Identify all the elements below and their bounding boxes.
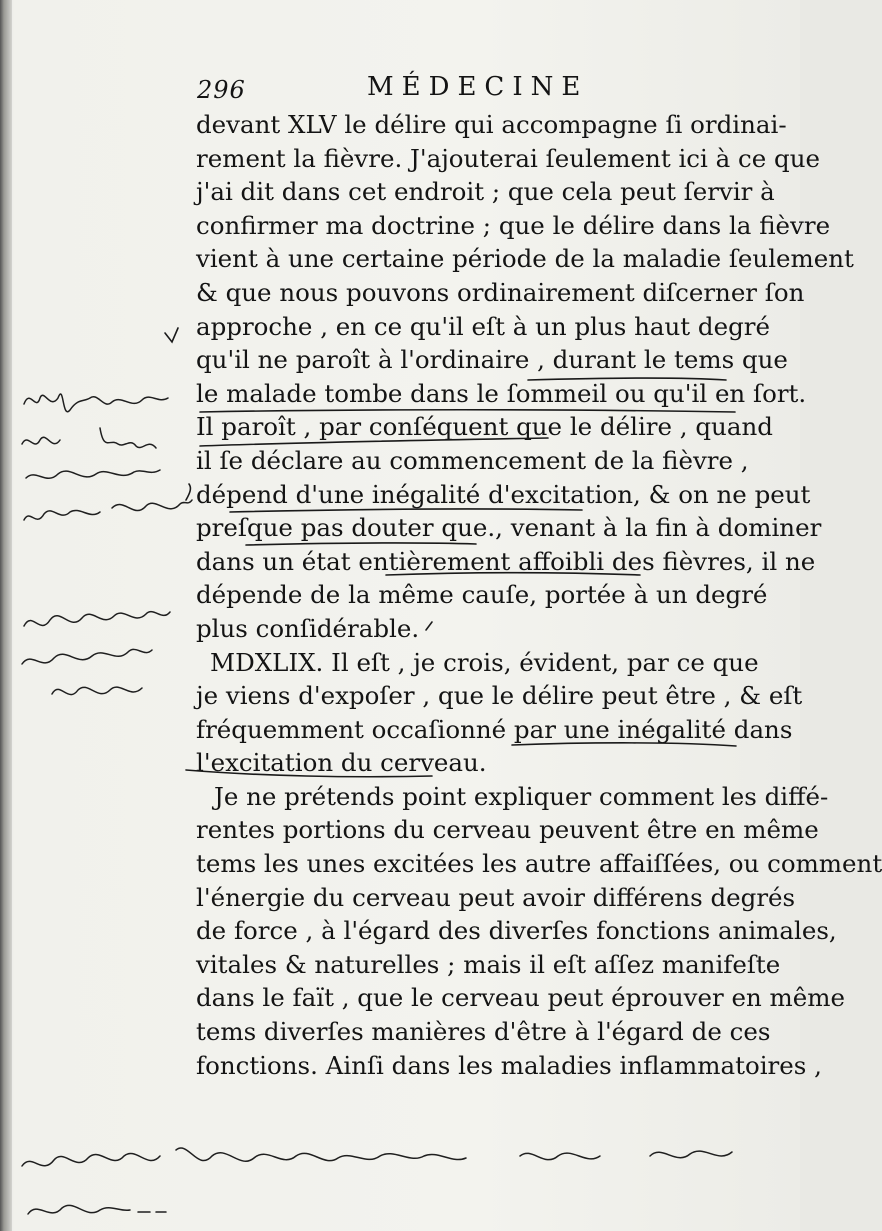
text-line: fréquemment occaſionné par une inégalité dans bbox=[196, 714, 793, 744]
handwriting-scribble bbox=[52, 687, 142, 694]
text-line: devant XLV le délire qui accompagne ſi ordinai- bbox=[196, 110, 787, 139]
text-line: dépend d'une inégalité d'excitation, & on ne peut bbox=[196, 479, 811, 509]
body-text bbox=[196, 108, 882, 1082]
text-line: j'ai dit dans cet endroit ; que cela peut ſervir à bbox=[196, 177, 775, 207]
text-line: l'excitation du cerveau. bbox=[196, 748, 487, 778]
text-line: dépende de la même cauſe, portée à un degré bbox=[196, 580, 768, 610]
section-heading-line: MDXLIX. Il eſt , je crois, évident, par ce que bbox=[210, 647, 759, 677]
text-line: preſque pas douter que., venant à la fin à dominer bbox=[196, 513, 822, 543]
text-line: de force , à l'égard des diverſes fonctions animales, bbox=[196, 916, 837, 946]
text-line: vient à une certaine période de la maladie ſeulement bbox=[196, 244, 854, 274]
ink-mark bbox=[165, 328, 178, 342]
text-line: je viens d'expoſer , que le délire peut être , & eſt bbox=[196, 681, 803, 711]
handwriting-scribble bbox=[26, 470, 160, 478]
text-line: dans un état entièrement affoibli des fièvres, il ne bbox=[196, 546, 816, 576]
text-line: fonctions. Ainſi dans les maladies inflammatoires , bbox=[196, 1050, 822, 1080]
text-line: vitales & naturelles ; mais il eſt aſſez manifeſte bbox=[196, 949, 781, 979]
ink-mark bbox=[186, 484, 190, 500]
handwriting-scribble bbox=[22, 1148, 732, 1166]
handwriting-scribble bbox=[22, 428, 156, 448]
page-number: 296 bbox=[197, 76, 246, 104]
running-title: MÉDECINE bbox=[367, 72, 589, 102]
binding-edge bbox=[0, 0, 12, 1231]
text-line: rement la fièvre. J'ajouterai ſeulement ici à ce que bbox=[196, 143, 820, 173]
text-line: Je ne prétends point expliquer comment les diffé- bbox=[214, 781, 829, 811]
running-head bbox=[195, 72, 755, 106]
text-line: plus conſidérable. bbox=[196, 613, 420, 643]
handwriting-scribble bbox=[24, 394, 168, 412]
text-line: Il paroît , par conſéquent que le délire , quand bbox=[196, 412, 773, 442]
text-line: approche , en ce qu'il eſt à un plus haut degré bbox=[196, 311, 771, 341]
text-line: tems diverſes manières d'être à l'égard de ces bbox=[196, 1017, 771, 1047]
text-line: confirmer ma doctrine ; que le délire dans la fièvre bbox=[196, 210, 831, 240]
text-line: qu'il ne paroît à l'ordinaire , durant le tems que bbox=[196, 345, 788, 375]
handwriting-scribble bbox=[22, 649, 152, 664]
text-line: l'énergie du cerveau peut avoir différens degrés bbox=[196, 882, 796, 912]
text-line: il ſe déclare au commencement de la fièvre , bbox=[196, 445, 749, 475]
handwriting-scribble bbox=[24, 500, 192, 520]
text-line: dans le faït , que le cerveau peut éprouver en même bbox=[196, 983, 845, 1013]
text-line: tems les unes excitées les autre affaiſſées, ou comment bbox=[196, 849, 882, 879]
text-line: & que nous pouvons ordinairement diſcerner ſon bbox=[196, 277, 805, 307]
text-line: rentes portions du cerveau peuvent être en même bbox=[196, 815, 819, 845]
handwriting-scribble bbox=[28, 1205, 166, 1214]
text-line: le malade tombe dans le ſommeil ou qu'il en ſort. bbox=[196, 378, 807, 408]
handwriting-scribble bbox=[24, 612, 170, 626]
